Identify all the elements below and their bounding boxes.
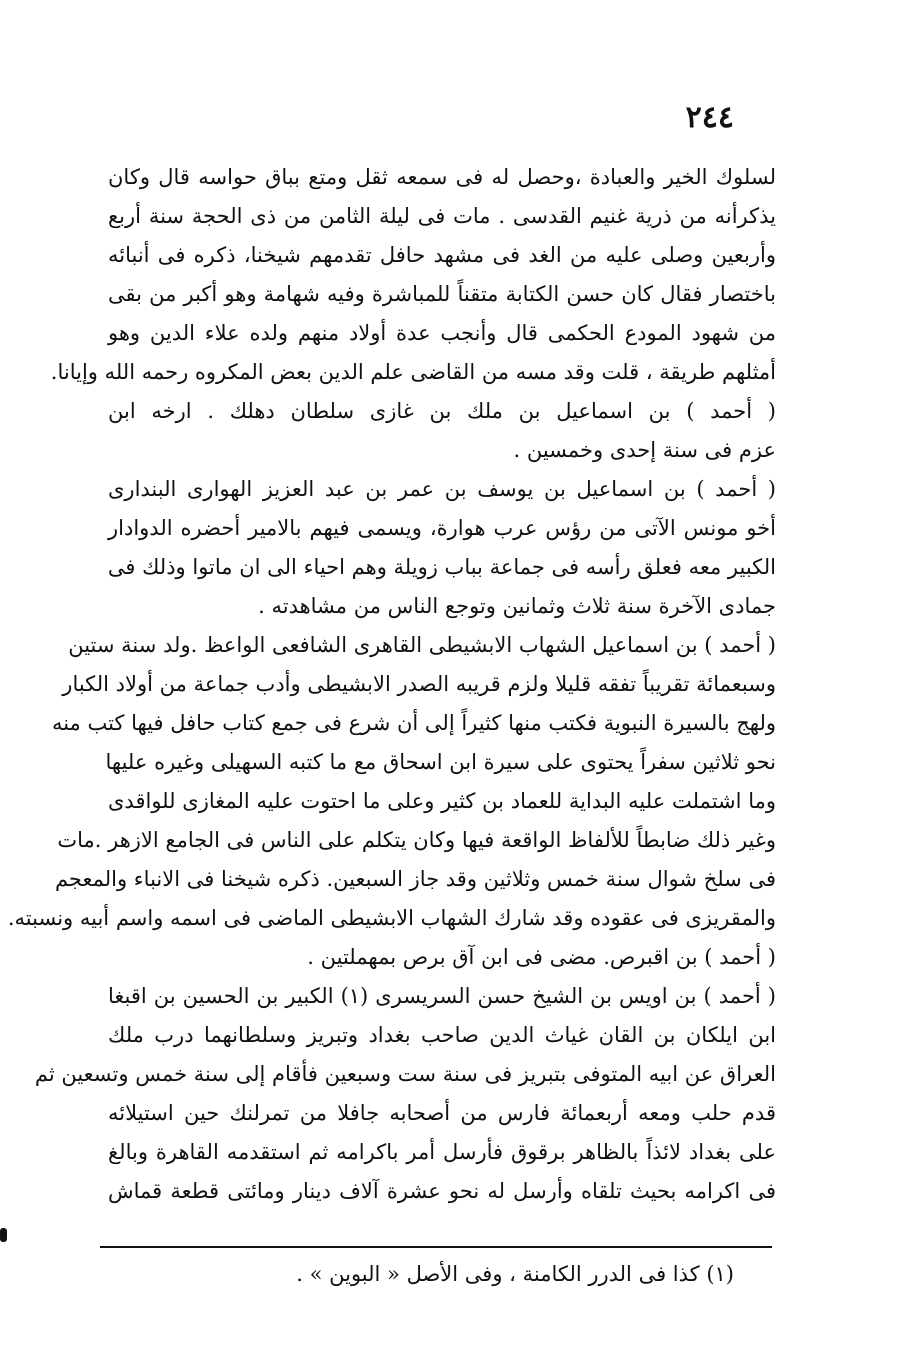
footnote: (١) كذا فى الدرر الكامنة ، وفى الأصل « البوين » . xyxy=(296,1262,734,1286)
text-line: أمثلهم طريقة ، قلت وقد مسه من القاضى علم الدين بعض المكروه رحمه الله وإيانا. xyxy=(50,360,776,384)
footnote-divider xyxy=(100,1246,772,1248)
text-line: باختصار فقال كان حسن الكتابة متقناً للمباشرة وفيه شهامة وهو أكبر من بقى xyxy=(108,282,776,306)
text-line: وما اشتملت عليه البداية للعماد بن كثير وعلى ما احتوت عليه المغازى للواقدى xyxy=(108,789,776,813)
text-line: ( أحمد ) بن اقبرص. مضى فى ابن آق برص بمهملتين . xyxy=(307,945,776,969)
text-line: ( أحمد ) بن اسماعيل بن يوسف بن عمر بن عبد العزيز الهوارى البندارى xyxy=(108,477,776,501)
page-number: ٢٤٤ xyxy=(685,100,734,135)
body-text xyxy=(7,158,776,1211)
text-line: يذكرأنه من ذرية غنيم القدسى . مات فى ليلة الثامن من ذى الحجة سنة أربع xyxy=(108,204,776,228)
text-line: ابن ايلكان بن القان غياث الدين صاحب بغداد وتبريز وسلطانهما درب ملك xyxy=(108,1023,776,1047)
text-line: والمقريزى فى عقوده وقد شارك الشهاب الابشيطى الماضى فى اسمه واسم أبيه ونسبته. xyxy=(7,906,776,930)
text-line: ( أحمد ) بن اسماعيل بن ملك بن غازى سلطان دهلك . ارخه ابن xyxy=(108,399,776,423)
text-line: وسبعمائة تقريباً تفقه قليلا ولزم قريبه الصدر الابشيطى وأدب جماعة من أولاد الكبار xyxy=(62,672,776,696)
text-line: العراق عن ابيه المتوفى بتبريز فى سنة ست وسبعين فأقام إلى سنة خمس وتسعين ثم xyxy=(34,1062,776,1086)
text-line: من شهود المودع الحكمى قال وأنجب عدة أولاد منهم ولده علاء الدين وهو xyxy=(108,321,776,345)
text-line: أخو مونس الآتى من رؤس عرب هوارة، ويسمى فيهم بالامير أحضره الدوادار xyxy=(108,516,776,540)
text-line: وأربعين وصلى عليه من الغد فى مشهد حافل تقدمهم شيخنا، ذكره فى أنبائه xyxy=(108,243,776,267)
text-line: فى سلخ شوال سنة خمس وثلاثين وقد جاز السبعين. ذكره شيخنا فى الانباء والمعجم xyxy=(54,867,776,891)
text-line: لسلوك الخير والعبادة ،وحصل له فى سمعه ثقل ومتع بباق حواسه قال وكان xyxy=(108,165,776,189)
text-line: جمادى الآخرة سنة ثلاث وثمانين وتوجع الناس من مشاهدته . xyxy=(258,594,776,618)
text-line: وغير ذلك ضابطاً للألفاظ الواقعة فيها وكان يتكلم على الناس فى الجامع الازهر .مات xyxy=(57,828,776,852)
text-line: نحو ثلاثين سفراً يحتوى على سيرة ابن اسحاق مع ما كتبه السهيلى وغيره عليها xyxy=(105,750,776,774)
text-line: ( أحمد ) بن اسماعيل الشهاب الابشيطى القاهرى الشافعى الواعظ .ولد سنة ستين xyxy=(68,633,776,657)
scan-margin-mark xyxy=(0,1228,7,1242)
text-line: فى اكرامه بحيث تلقاه وأرسل له نحو عشرة آلاف دينار ومائتى قطعة قماش xyxy=(108,1179,776,1203)
text-line: على بغداد لائذاً بالظاهر برقوق فأرسل أمر باكرامه ثم استقدمه القاهرة وبالغ xyxy=(108,1140,776,1164)
text-line: ولهج بالسيرة النبوية فكتب منها كثيراً إلى أن شرع فى جمع كتاب حافل فيها كتب منه xyxy=(51,711,776,735)
text-line: ( أحمد ) بن اويس بن الشيخ حسن السريسرى (١) الكبير بن الحسين بن اقبغا xyxy=(108,984,776,1008)
text-line: عزم فى سنة إحدى وخمسين . xyxy=(513,438,776,462)
text-line: الكبير معه فعلق رأسه فى جماعة بباب زويلة وهم احياء الى ان ماتوا وذلك فى xyxy=(107,555,776,579)
text-line: قدم حلب ومعه أربعمائة فارس من أصحابه جافلا من تمرلنك حين استيلائه xyxy=(108,1101,776,1125)
